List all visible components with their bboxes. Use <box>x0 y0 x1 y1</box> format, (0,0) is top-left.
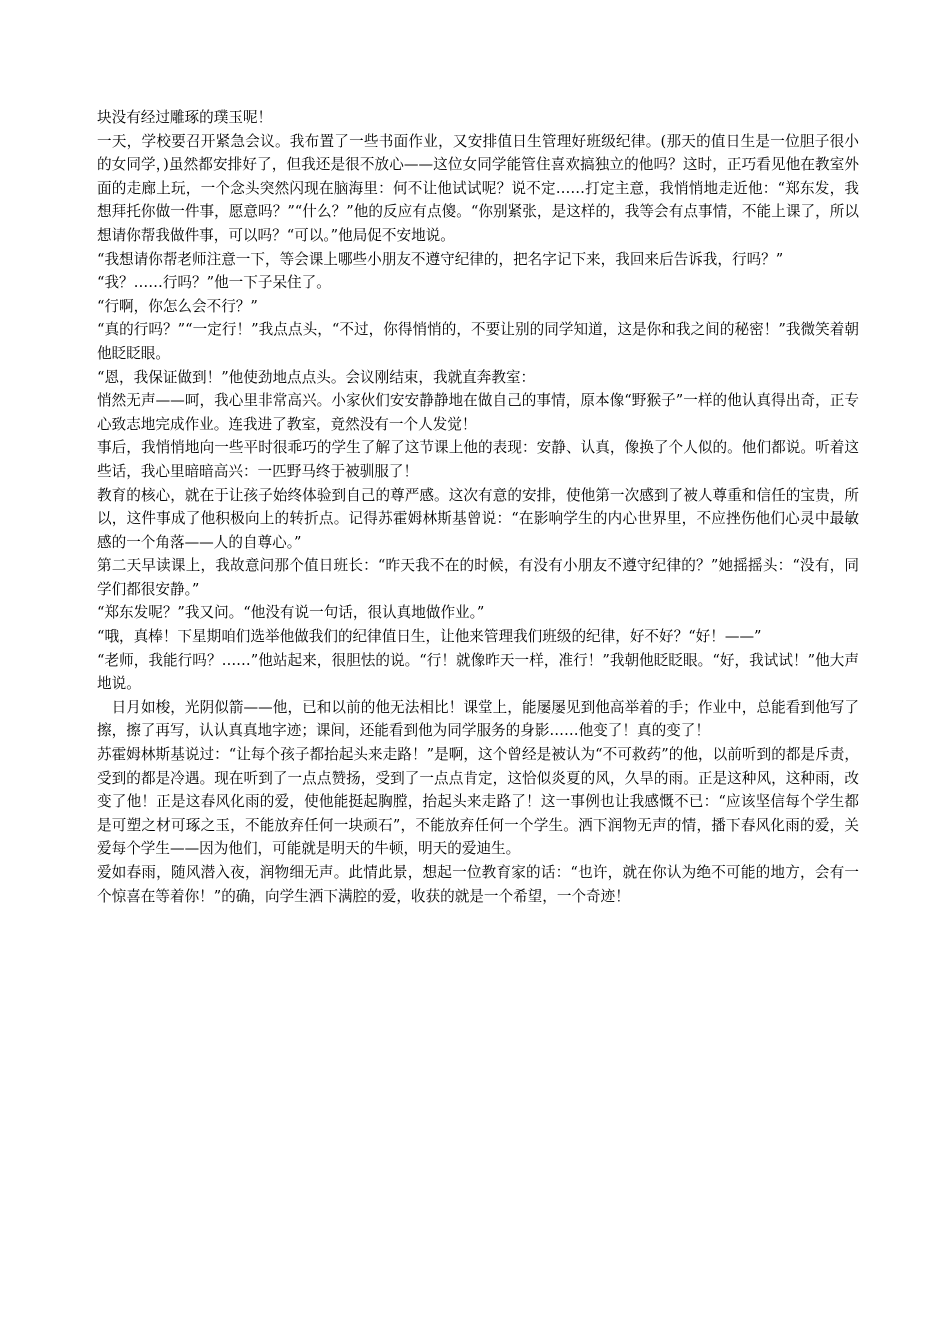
paragraph: “老师，我能行吗？……”他站起来，很胆怯的说。“行！就像昨天一样，准行！”我朝他眨眨眼。“好，我试试！”他大声地说。 <box>97 651 859 693</box>
paragraph: “我？……行吗？”他一下子呆住了。 <box>97 274 331 292</box>
paragraph: “恩，我保证做到！”他使劲地点点头。会议刚结束，我就直奔教室： <box>97 368 536 386</box>
paragraph: 第二天早读课上，我故意问那个值日班长：“昨天我不在的时候，有没有小朋友不遵守纪律的？”她摇摇头：“没有，同学们都很安静。” <box>97 557 859 598</box>
paragraph: 苏霍姆林斯基说过：“让每个孩子都抬起头来走路！”是啊，这个曾经是被认为“不可救药”的他，以前听到的都是斥责，受到的都是冷遇。现在听到了一点点赞扬，受到了一点点肯定，这恰似炎夏的风，久旱的雨。正是这种风，这种雨，改变了他！正是这春风化雨的爱，使他能挺起胸膛，抬起头来走路了！这一事例也让我感慨不已：“应该坚信每个学生都是可塑之材可琢之玉，不能放弃任何一块顽石”，不能放弃任何一个学生。洒下润物无声的情，播下春风化雨的爱，关爱每个学生——因为他们，可能就是明天的牛顿，明天的爱迪生。 <box>97 746 859 858</box>
paragraph: 爱如春雨，随风潜入夜，润物细无声。此情此景，想起一位教育家的话：“也许，就在你认为绝不可能的地方，会有一个惊喜在等着你！”的确，向学生洒下满腔的爱，收获的就是一个希望，一个奇迹！ <box>97 864 859 905</box>
paragraph: 日月如梭，光阴似箭——他，已和以前的他无法相比！课堂上，能屡屡见到他高举着的手；作业中，总能看到他写了擦，擦了再写，认认真真地字迹；课间，还能看到他为同学服务的身影……他变了！真的变了！ <box>97 698 859 740</box>
paragraph: “哦，真棒！下星期咱们选举他做我们的纪律值日生，让他来管理我们班级的纪律，好不好？“好！——” <box>97 628 762 646</box>
document-body <box>97 106 859 908</box>
paragraph: “郑东发呢？”我又问。“他没有说一句话，很认真地做作业。” <box>97 604 485 622</box>
paragraph: 悄然无声——呵，我心里非常高兴。小家伙们安安静静地在做自己的事情，原本像“野猴子”一样的他认真得出奇，正专心致志地完成作业。连我进了教室，竟然没有一个人发觉！ <box>97 392 859 433</box>
paragraph: 教育的核心，就在于让孩子始终体验到自己的尊严感。这次有意的安排，使他第一次感到了被人尊重和信任的宝贵，所以，这件事成了他积极向上的转折点。记得苏霍姆林斯基曾说：“在影响学生的内心世界里，不应挫伤他们心灵中最敏感的一个角落——人的自尊心。” <box>97 486 859 551</box>
paragraph: 事后，我悄悄地向一些平时很乖巧的学生了解了这节课上他的表现：安静、认真，像换了个人似的。他们都说。听着这些话，我心里暗暗高兴：一匹野马终于被驯服了！ <box>97 439 859 480</box>
paragraph: “我想请你帮老师注意一下，等会课上哪些小朋友不遵守纪律的，把名字记下来，我回来后告诉我，行吗？” <box>97 250 784 268</box>
paragraph: “真的行吗？”“一定行！”我点点头，“不过，你得悄悄的，不要让别的同学知道，这是你和我之间的秘密！”我微笑着朝他眨眨眼。 <box>97 321 859 362</box>
paragraph: 块没有经过雕琢的璞玉呢！ <box>97 109 273 126</box>
paragraph: 一天，学校要召开紧急会议。我布置了一些书面作业，又安排值日生管理好班级纪律。(那天的值日生是一位胆子很小的女同学，)虽然都安排好了，但我还是很不放心——这位女同学能管住喜欢搞独立的他吗？这时，正巧看见他在教室外面的走廊上玩，一个念头突然闪现在脑海里：何不让他试试呢？说不定……打定主意，我悄悄地走近他：“郑东发，我想拜托你做一件事，愿意吗？”“什么？”他的反应有点傻。“你别紧张，是这样的，我等会有点事情，不能上课了，所以想请你帮我做件事，可以吗？“可以。”他局促不安地说。 <box>97 132 859 244</box>
paragraph: “行啊，你怎么会不行？” <box>97 297 258 315</box>
